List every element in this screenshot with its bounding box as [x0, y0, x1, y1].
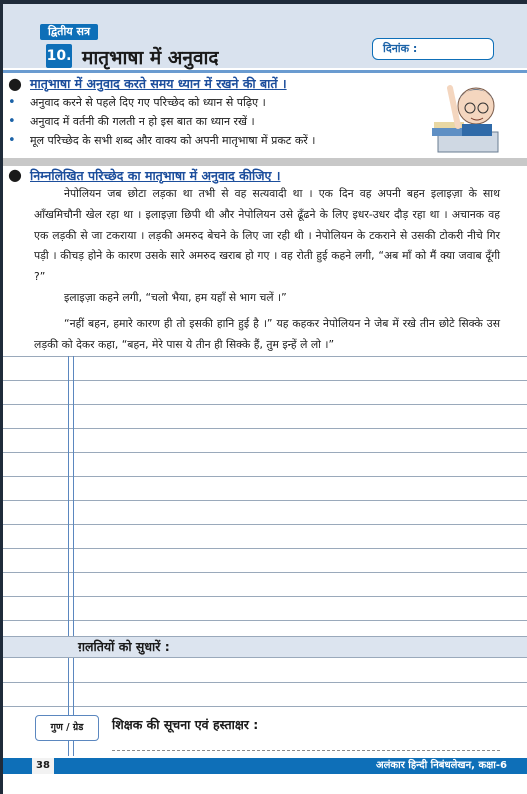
- lesson-number: 10.: [46, 44, 72, 68]
- ruled-line: [3, 596, 527, 597]
- bullet-icon: •: [8, 114, 16, 129]
- ruled-line: [3, 452, 527, 453]
- tips-section: [8, 74, 390, 152]
- passage-paragraph: इलाइज़ा कहने लगी, “चलो भैया, हम यहाँ से भाग चलें ।”: [64, 290, 287, 304]
- ruled-line: [3, 500, 527, 501]
- signature-line[interactable]: [112, 750, 500, 751]
- term-tag: द्वितीय सत्र: [40, 24, 98, 40]
- tips-heading: मातृभाषा में अनुवाद करते समय ध्यान में रखने की बातें ।: [30, 76, 287, 91]
- ruled-line: [3, 620, 527, 621]
- grade-box: गुण / ग्रेड: [35, 715, 99, 741]
- writing-area[interactable]: [3, 356, 527, 756]
- lesson-title: मातृभाषा में अनुवाद: [82, 47, 219, 69]
- teacher-remarks-label: शिक्षक की सूचना एवं हस्ताक्षर :: [112, 717, 259, 732]
- tip-text: अनुवाद करने से पहले दिए गए परिच्छेद को ध्यान से पढ़िए ।: [30, 96, 266, 109]
- section-divider: [3, 158, 527, 166]
- ruled-line: [3, 380, 527, 381]
- ruled-line: [3, 476, 527, 477]
- corrections-label: ग़लतियों को सुधारें :: [78, 639, 170, 654]
- ruled-line: [3, 706, 527, 707]
- passage-paragraph: नेपोलियन जब छोटा लड़का था तभी से वह सत्यवादी था । एक दिन वह अपनी बहन इलाइज़ा के साथ आँखमिचौनी खेल रहा था । इलाइज़ा छिपी थी और नेपोलियन उसे ढूँढने के लिए इधर-उधर दौड़ रहा था । अचानक वह एक लड़की से जा टकराया । लड़की अमरुद बेचने के लिए जा रही थी । नेपोलियन के टकराने से उसकी टोकरी नीचे गिर पड़ी । कीचड़ होने के कारण उसके सारे अमरुद खराब हो गए । वह रोती हुई कहने लगी, “अब माँ को मैं क्या जवाब दूँगी ?”: [34, 187, 500, 284]
- tip-text: मूल परिच्छेद के सभी शब्द और वाक्य को अपनी मातृभाषा में प्रकट करें ।: [30, 134, 316, 147]
- tip-item: [8, 114, 390, 130]
- date-field[interactable]: [372, 38, 494, 60]
- book-title: अलंकार हिन्दी निबंधलेखन, कक्षा-6: [376, 760, 507, 771]
- bullet-icon: •: [8, 95, 16, 110]
- bullet-icon: ●: [8, 74, 22, 93]
- ruled-line: [3, 356, 527, 357]
- ruled-line: [3, 404, 527, 405]
- margin-line: [68, 356, 74, 756]
- bullet-icon: ●: [8, 165, 22, 184]
- ruled-line: [3, 524, 527, 525]
- student-mascot-illustration: [398, 70, 522, 160]
- tip-item: [8, 133, 390, 149]
- ruled-line: [3, 572, 527, 573]
- tip-text: अनुवाद में वर्तनी की गलती न हो इस बात का ध्यान रखें ।: [30, 115, 255, 128]
- ruled-line: [3, 682, 527, 683]
- bullet-icon: •: [8, 133, 16, 148]
- ruled-line: [3, 548, 527, 549]
- exercise-instruction: [8, 165, 281, 184]
- page-number: 38: [32, 758, 54, 774]
- passage-paragraph: “नहीं बहन, हमारे कारण ही तो इसकी हानि हुई है ।” यह कहकर नेपोलियन ने जेब में रखे तीन छोटे सिक्के उस लड़की को देकर कहा, “बहन, मेरे पास ये तीन ही सिक्के हैं, तुम इन्हें ले लो ।”: [34, 316, 500, 351]
- tip-item: [8, 95, 390, 111]
- ruled-line: [3, 428, 527, 429]
- instruction-text: निम्नलिखित परिच्छेद का मातृभाषा में अनुवाद कीजिए ।: [30, 168, 281, 183]
- tips-heading-row: [8, 74, 390, 93]
- date-label: दिनांक :: [383, 42, 418, 55]
- passage: [34, 184, 500, 355]
